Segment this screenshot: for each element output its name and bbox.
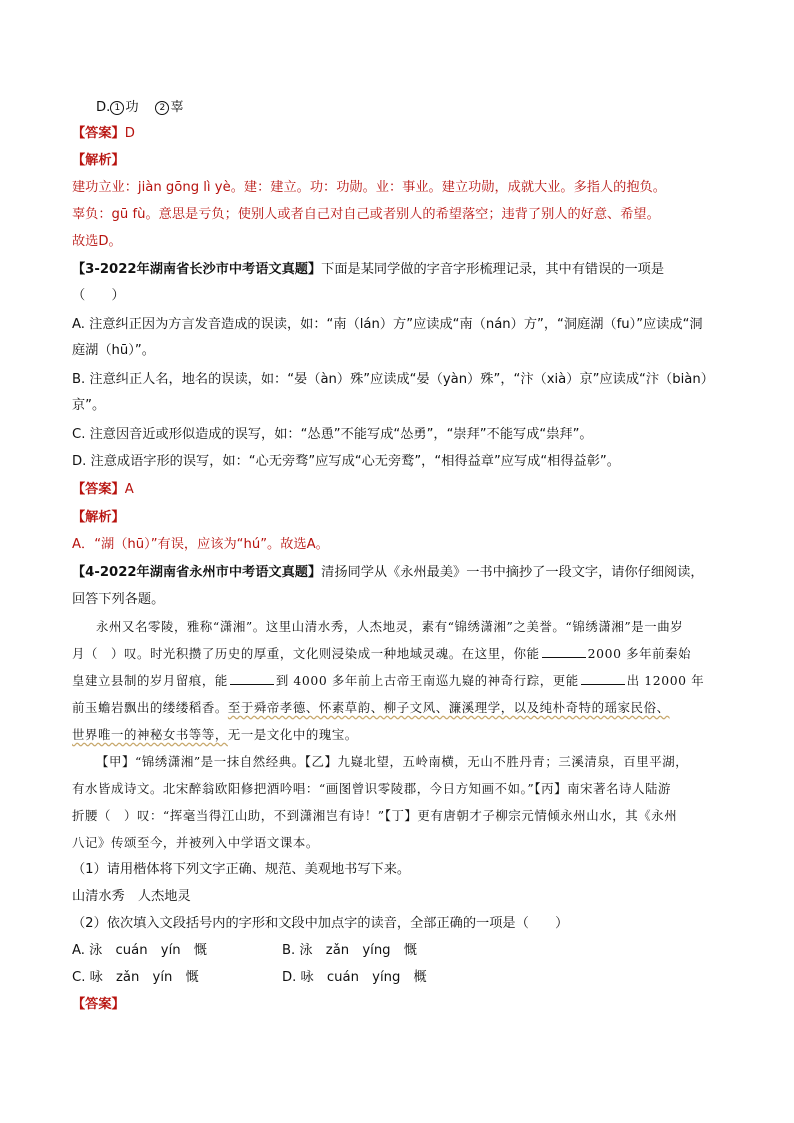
q2-analysis-line3: 故选D。 bbox=[72, 234, 122, 249]
fill-blank bbox=[542, 645, 586, 658]
option-b: B. 泳 zǎn yíng 慨 bbox=[282, 943, 417, 958]
options-row-2 bbox=[72, 967, 724, 989]
q3-option-b-line1: B. 注意纠正人名，地名的误读，如：“晏（àn）殊”应读成“晏（yàn）殊”，“汴（xià）京”应读成“汴（biàn） bbox=[72, 372, 714, 387]
q4-stem: 【4-2022年湖南省永州市中考语文真题】清扬同学从《永州最美》一书中摘抄了一段文字，请你仔细阅读， bbox=[72, 565, 704, 580]
fill-blank bbox=[581, 672, 625, 685]
q3-stem bbox=[72, 259, 724, 281]
q4-stem-line2: 回答下列各题。 bbox=[72, 592, 165, 607]
option-a: A. 泳 cuán yín 慨 bbox=[72, 943, 207, 958]
passage-line3: 皇建立县制的岁月留痕，能 到 4000 多年前上古帝王南巡九嶷的神奇行踪，更能 出 12000 年 bbox=[72, 673, 705, 688]
sub-question-2: （2）依次填入文段括号内的字形和文段中加点字的读音，全部正确的一项是（ ） bbox=[72, 916, 569, 931]
wavy-underlined-text: 世界唯一的神秘女书等等， bbox=[72, 727, 228, 742]
q3-analysis-line1: A．“湖（hū）”有误，应该为“hú”。故选A。 bbox=[72, 537, 329, 552]
q4-tag: 【4-2022年湖南省永州市中考语文真题】 bbox=[72, 565, 322, 580]
passage-p2-line4: 八记》传颂至今，并被列入中学语文课本。 bbox=[72, 835, 319, 850]
passage-p2-line3: 折腰（ ）叹：“挥毫当得江山助，不到潇湘岂有诗！”【丁】更有唐朝才子柳宗元情倾永州山水，其《永州 bbox=[72, 808, 678, 823]
passage-p2-line1: 【甲】“锦绣潇湘”是一抹自然经典。【乙】九嶷北望，五岭南横，无山不胜丹青；三溪清泉，百里平湖， bbox=[96, 754, 689, 769]
wavy-underlined-text: 至于舜帝孝德、怀素草韵、柳子文风、濂溪理学，以及纯朴奇特的瑶家民俗、 bbox=[227, 700, 670, 715]
q3-stem-text: 下面是某同学做的字音字形梳理记录，其中有错误的一项是 bbox=[321, 262, 665, 277]
q2-analysis-line2: 辜负：gū fù。意思是亏负；使别人或者自己对自己或者别人的希望落空；违背了别人的好意、希望。 bbox=[72, 207, 660, 222]
q3-answer: 【答案】A bbox=[72, 482, 134, 497]
passage-line5: 世界唯一的神秘女书等等，无一是文化中的瑰宝。 bbox=[72, 727, 358, 742]
q2-answer bbox=[72, 123, 724, 145]
q3-option-a-line2: 庭湖（hū）”。 bbox=[72, 343, 155, 358]
answer-value: A bbox=[124, 482, 134, 497]
passage-line1: 永州又名零陵，雅称“潇湘”。这里山清水秀，人杰地灵，素有“锦绣潇湘”之美誉。“锦绣潇湘”是一曲岁 bbox=[96, 619, 684, 634]
sub-question-1: （1）请用楷体将下列文字正确、规范、美观地书写下来。 bbox=[72, 862, 411, 877]
q3-analysis-label: 【解析】 bbox=[72, 510, 125, 525]
passage-p2-line2: 有水皆成诗文。北宋醉翁欧阳修把酒吟唱：“画图曾识零陵郡，今日方知画不如。”【丙】南宋著名诗人陆游 bbox=[72, 781, 672, 796]
option-c: C. 咏 zǎn yín 慨 bbox=[72, 970, 199, 985]
passage-line2: 月（ ）叹。时光积攒了历史的厚重，文化则浸染成一种地域灵魂。在这里，你能 2000 多年前秦始 bbox=[72, 646, 692, 661]
q2-analysis-label: 【解析】 bbox=[72, 153, 125, 168]
option-d-prefix: D. bbox=[96, 100, 111, 115]
q3-paren: （ ） bbox=[72, 288, 125, 303]
circled-number-1: 1 bbox=[110, 101, 124, 115]
q3-option-b-line2: 京”。 bbox=[72, 398, 106, 413]
option-d-word2: 辜 bbox=[170, 100, 184, 115]
q2-analysis-line1: 建功立业：jiàn gōng lì yè。建：建立。功：功勋。业：事业。建立功勋，成就大业。多指人的抱负。 bbox=[72, 180, 666, 195]
options-row-1 bbox=[72, 940, 724, 962]
answer-value: D bbox=[124, 126, 135, 141]
q4-answer-label: 【答案】 bbox=[72, 997, 125, 1012]
option-d bbox=[96, 97, 724, 119]
q3-option-a-line1: A. 注意纠正因为方言发音造成的误读，如：“南（lán）方”应读成“南（nán）方”，“洞庭湖（fu）”应读成“洞 bbox=[72, 317, 703, 332]
q3-tag: 【3-2022年湖南省长沙市中考语文真题】 bbox=[72, 262, 322, 277]
option-d: D. 咏 cuán yíng 概 bbox=[282, 970, 427, 985]
q3-option-d: D. 注意成语字形的误写，如：“心无旁骛”应写成“心无旁鹜”，“相得益章”应写成“相得益彰”。 bbox=[72, 454, 620, 469]
passage-line4: 前玉蟾岩飘出的缕缕稻香。至于舜帝孝德、怀素草韵、柳子文风、濂溪理学，以及纯朴奇特的瑶家民俗、 bbox=[72, 700, 670, 715]
answer-label: 【答案】 bbox=[72, 126, 125, 141]
circled-number-2: 2 bbox=[155, 101, 169, 115]
q3-option-c: C. 注意因音近或形似造成的误写，如：“怂恿”不能写成“怂勇”，“崇拜”不能写成“祟拜”。 bbox=[72, 427, 593, 442]
option-d-word1: 功 bbox=[125, 100, 139, 115]
sub-question-1-text: 山清水秀 人杰地灵 bbox=[72, 889, 191, 904]
fill-blank bbox=[230, 672, 274, 685]
